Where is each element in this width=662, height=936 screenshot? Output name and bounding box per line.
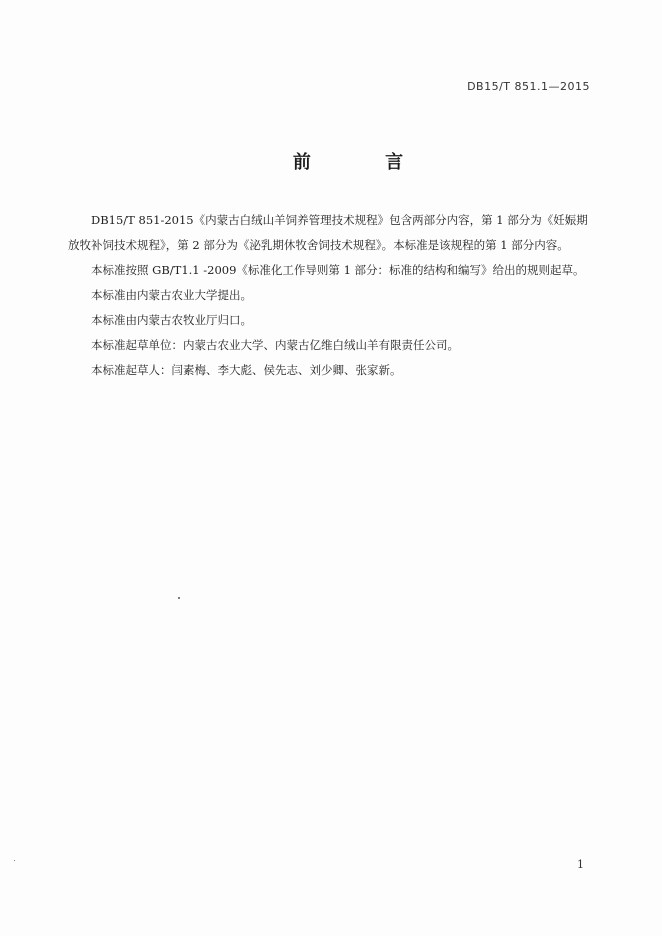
page-title: 前 言 <box>292 152 438 173</box>
paragraph-drafters: 本标准起草人：闫素梅、李大彪、侯先志、刘少卿、张家新。 <box>91 363 402 377</box>
paragraph-centralizer: 本标准由内蒙古农牧业厅归口。 <box>91 313 252 327</box>
paragraph-proposer: 本标准由内蒙古农业大学提出。 <box>91 288 252 302</box>
paragraph-intro: DB15/T 851-2015《内蒙古白绒山羊饲养管理技术规程》包含两部分内容，第 1 部分为《妊娠期放牧补饲技术规程》，第 2 部分为《泌乳期休牧舍饲技术规程》。本标准是该规程的第 1 部分内容。 <box>68 213 588 252</box>
paragraph-drafting-rules: 本标准按照 GB/T1.1 -2009《标准化工作导则第 1 部分：标准的结构和编写》给出的规则起草。 <box>91 263 585 277</box>
page-number: 1 <box>577 858 584 871</box>
scan-speck <box>14 860 15 861</box>
scan-speck <box>178 597 180 599</box>
foreword-body <box>68 208 588 383</box>
standard-code: DB15/T 851.1—2015 <box>467 80 590 93</box>
paragraph-drafting-units: 本标准起草单位：内蒙古农业大学、内蒙古亿维白绒山羊有限责任公司。 <box>91 338 459 352</box>
